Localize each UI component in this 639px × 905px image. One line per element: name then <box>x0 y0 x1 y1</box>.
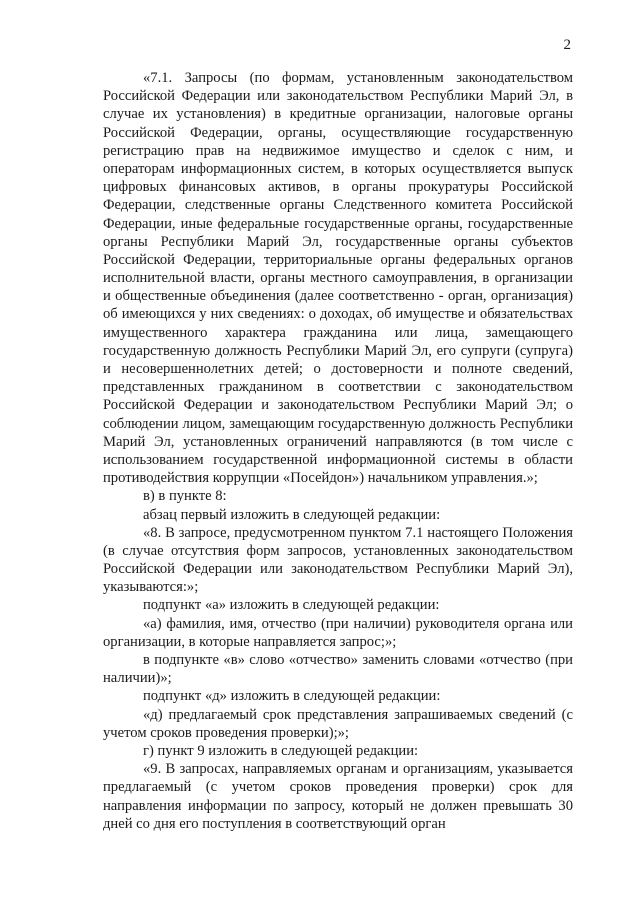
paragraph-abzac-first: абзац первый изложить в следующей редакции: <box>143 506 441 523</box>
paragraph-8: «8. В запросе, предусмотренном пунктом 7.1 настоящего Положения (в случае отсутствия форм запросов, установленных законодательством Российской Федерации или законодательством Республики Марий Эл), указываются:»; <box>103 524 573 596</box>
document-body <box>103 69 573 833</box>
paragraph-subitem-d: подпункт «д» изложить в следующей редакции: <box>143 688 441 705</box>
paragraph-item-v: в) в пункте 8: <box>143 488 227 505</box>
paragraph-7-1: «7.1. Запросы (по формам, установленным законодательством Российской Федерации или законодательством Республики Марий Эл, в случае их установления) в кредитные организации, налоговые органы Российской Федерации, органы, осуществляющие государственную регистрацию прав на недвижимое имущество и сделок с ним, и операторам информационных систем, в которых осуществляется выпуск цифровых финансовых активов, в органы прокуратуры Российской Федерации, следственные органы Следственного комитета Российской Федерации, иные федеральные государственные органы, государственные органы Республики Марий Эл, государственные органы субъектов Российской Федерации, территориальные органы федеральных органов исполнительной власти, органы местного самоуправления, в организации и общественные объединения (далее соответственно - орган, организация) об имеющихся у них сведениях: о доходах, об имуществе и обязательствах имущественного характера гражданина или лица, замещающего государственную должность Республики Марий Эл, его супруги (супруга) и несовершеннолетних детей; о достоверности и полноте сведений, представленных гражданином в соответствии с законодательством Российской Федерации и законодательством Республики Марий Эл; о соблюдении лицом, замещающим государственную должность Республики Марий Эл, установленных ограничений направляются (в том числе с использованием государственной информационной системы в области противодействия коррупции «Посейдон») начальником управления.»; <box>103 70 573 487</box>
paragraph-9: «9. В запросах, направляемых органам и организациям, указывается предлагаемый (с учетом сроков проведения проверки) срок для направления информации по запросу, который не должен превышать 30 дней со дня его поступления в соответствующий орган <box>103 761 573 832</box>
paragraph-subitem-a: подпункт «а» изложить в следующей редакции: <box>143 597 440 614</box>
paragraph-subitem-d-text: «д) предлагаемый срок представления запрашиваемых сведений (с учетом сроков проведения проверки);»; <box>103 706 573 741</box>
paragraph-subitem-a-text: «а) фамилия, имя, отчество (при наличии) руководителя органа или организации, в которые направляется запрос;»; <box>103 615 573 650</box>
paragraph-item-g: г) пункт 9 изложить в следующей редакции: <box>143 742 419 759</box>
paragraph-subitem-v: в подпункте «в» слово «отчество» заменить словами «отчество (при наличии)»; <box>103 652 573 687</box>
page-number: 2 <box>563 37 571 53</box>
